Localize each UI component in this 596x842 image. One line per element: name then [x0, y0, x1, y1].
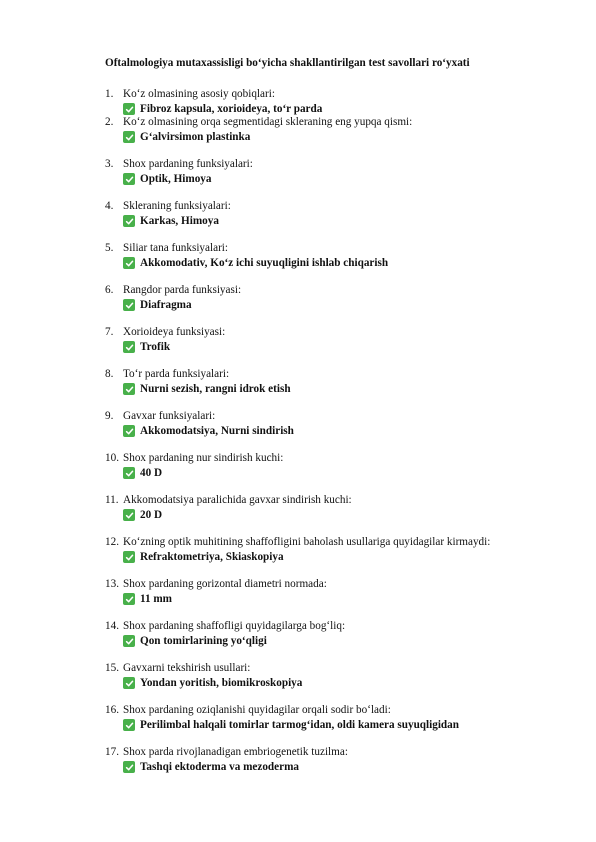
- answer-line: [123, 256, 575, 270]
- question-text: Shox pardaning nur sindirish kuchi:: [123, 452, 284, 464]
- question-number: 6.: [105, 284, 114, 296]
- question-number: 2.: [105, 116, 114, 128]
- answer-text: Refraktometriya, Skiaskopiya: [140, 551, 284, 563]
- answer-text: Karkas, Himoya: [140, 215, 219, 227]
- question-item: [105, 367, 575, 396]
- question-number: 13.: [105, 578, 119, 590]
- answer-line: [123, 340, 575, 354]
- answer-line: [123, 382, 575, 396]
- question-item: [105, 745, 575, 774]
- answer-line: [123, 634, 575, 648]
- question-number: 7.: [105, 326, 114, 338]
- answer-line: [123, 550, 575, 564]
- answer-line: [123, 424, 575, 438]
- question-line: [105, 283, 575, 297]
- question-number: 4.: [105, 200, 114, 212]
- question-item: [105, 325, 575, 354]
- question-item: [105, 451, 575, 480]
- question-text: Skleraning funksiyalari:: [123, 200, 231, 212]
- check-mark-icon: [123, 131, 135, 143]
- answer-text: 40 D: [140, 467, 163, 479]
- check-mark-icon: [123, 299, 135, 311]
- question-line: [105, 493, 575, 507]
- question-line: [105, 703, 575, 717]
- question-text: Xorioideya funksiyasi:: [123, 326, 226, 338]
- check-mark-icon: [123, 677, 135, 689]
- question-number: 15.: [105, 662, 119, 674]
- answer-text: Yondan yoritish, biomikroskopiya: [140, 677, 303, 689]
- answer-line: [123, 718, 575, 732]
- check-mark-icon: [123, 719, 135, 731]
- answer-line: [123, 102, 575, 116]
- question-number: 14.: [105, 620, 119, 632]
- answer-text: 20 D: [140, 509, 163, 521]
- check-mark-icon: [123, 257, 135, 269]
- question-text: Shox pardaning oziqlanishi quyidagilar orqali sodir bo‘ladi:: [123, 704, 391, 716]
- answer-text: Optik, Himoya: [140, 173, 212, 185]
- answer-line: [123, 298, 575, 312]
- question-number: 16.: [105, 704, 119, 716]
- question-number: 12.: [105, 536, 119, 548]
- answer-line: [123, 676, 575, 690]
- answer-text: Perilimbal halqali tomirlar tarmog‘idan, oldi kamera suyuqligidan: [140, 719, 459, 731]
- question-item: [105, 577, 575, 606]
- question-item: [105, 87, 575, 116]
- question-line: [105, 451, 575, 465]
- answer-line: [123, 130, 575, 144]
- question-item: [105, 661, 575, 690]
- answer-line: [123, 508, 575, 522]
- question-number: 3.: [105, 158, 114, 170]
- answer-text: G‘alvirsimon plastinka: [140, 131, 251, 143]
- question-item: [105, 409, 575, 438]
- answer-text: Fibroz kapsula, xorioideya, to‘r parda: [140, 103, 323, 115]
- question-line: [105, 661, 575, 675]
- question-number: 1.: [105, 88, 114, 100]
- check-mark-icon: [123, 341, 135, 353]
- question-text: Gavxar funksiyalari:: [123, 410, 216, 422]
- question-line: [105, 577, 575, 591]
- question-line: [105, 535, 575, 549]
- answer-line: [123, 214, 575, 228]
- question-item: [105, 157, 575, 186]
- question-line: [105, 325, 575, 339]
- answer-text: Nurni sezish, rangni idrok etish: [140, 383, 291, 395]
- answer-text: Akkomodativ, Ko‘z ichi suyuqligini ishlab chiqarish: [140, 257, 389, 269]
- answer-line: [123, 466, 575, 480]
- question-text: Ko‘zning optik muhitining shaffofligini baholash usullariga quyidagilar kirmaydi:: [123, 536, 491, 548]
- answer-text: 11 mm: [140, 593, 173, 605]
- question-number: 10.: [105, 452, 119, 464]
- question-line: [105, 199, 575, 213]
- check-mark-icon: [123, 383, 135, 395]
- check-mark-icon: [123, 425, 135, 437]
- question-line: [105, 745, 575, 759]
- question-number: 17.: [105, 746, 119, 758]
- question-text: Shox pardaning funksiyalari:: [123, 158, 253, 170]
- answer-text: Akkomodatsiya, Nurni sindirish: [140, 425, 294, 437]
- answer-text: Trofik: [140, 341, 171, 353]
- question-item: [105, 115, 575, 144]
- question-text: Siliar tana funksiyalari:: [123, 242, 229, 254]
- question-item: [105, 493, 575, 522]
- question-text: Gavxarni tekshirish usullari:: [123, 662, 251, 674]
- question-line: [105, 115, 575, 129]
- question-text: Ko‘z olmasining orqa segmentidagi skleraning eng yupqa qismi:: [123, 116, 413, 128]
- question-number: 5.: [105, 242, 114, 254]
- question-line: [105, 87, 575, 101]
- document-title: Oftalmologiya mutaxassisligi bo‘yicha shakllantirilgan test savollari ro‘yxati: [105, 57, 470, 69]
- question-line: [105, 157, 575, 171]
- question-line: [105, 619, 575, 633]
- check-mark-icon: [123, 761, 135, 773]
- check-mark-icon: [123, 635, 135, 647]
- check-mark-icon: [123, 103, 135, 115]
- check-mark-icon: [123, 215, 135, 227]
- answer-line: [123, 760, 575, 774]
- question-text: Ko‘z olmasining asosiy qobiqlari:: [123, 88, 275, 100]
- answer-line: [123, 592, 575, 606]
- check-mark-icon: [123, 173, 135, 185]
- question-item: [105, 703, 575, 732]
- question-text: To‘r parda funksiyalari:: [123, 368, 230, 380]
- answer-line: [123, 172, 575, 186]
- answer-text: Tashqi ektoderma va mezoderma: [140, 761, 299, 773]
- answer-text: Diafragma: [140, 299, 192, 311]
- question-number: 11.: [105, 494, 119, 506]
- check-mark-icon: [123, 593, 135, 605]
- question-text: Akkomodatsiya paralichida gavxar sindirish kuchi:: [123, 494, 352, 506]
- question-line: [105, 367, 575, 381]
- question-number: 9.: [105, 410, 114, 422]
- question-item: [105, 535, 575, 564]
- question-text: Shox pardaning shaffofligi quyidagilarga bog‘liq:: [123, 620, 346, 632]
- question-item: [105, 283, 575, 312]
- question-line: [105, 409, 575, 423]
- check-mark-icon: [123, 551, 135, 563]
- check-mark-icon: [123, 467, 135, 479]
- question-text: Shox pardaning gorizontal diametri normada:: [123, 578, 327, 590]
- question-item: [105, 199, 575, 228]
- question-text: Rangdor parda funksiyasi:: [123, 284, 242, 296]
- question-item: [105, 241, 575, 270]
- question-text: Shox parda rivojlanadigan embriogenetik tuzilma:: [123, 746, 348, 758]
- answer-text: Qon tomirlarining yo‘qligi: [140, 635, 267, 647]
- question-item: [105, 619, 575, 648]
- question-line: [105, 241, 575, 255]
- question-number: 8.: [105, 368, 114, 380]
- check-mark-icon: [123, 509, 135, 521]
